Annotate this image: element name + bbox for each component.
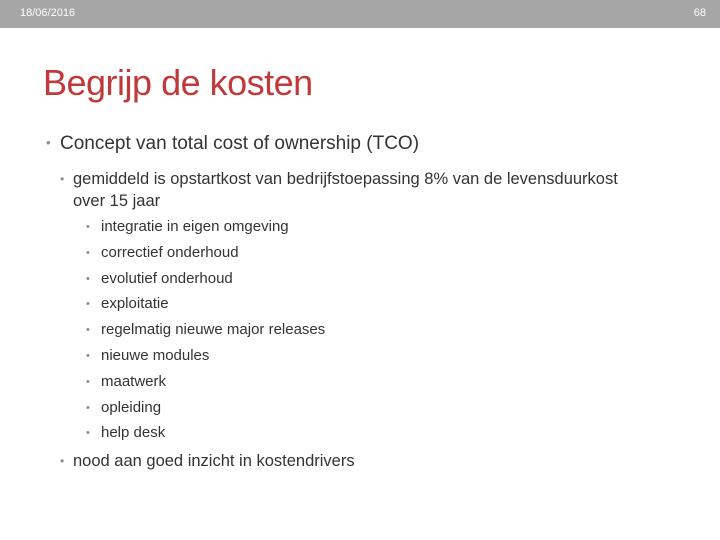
bullet-icon: • xyxy=(86,427,90,440)
list-item: • opleiding xyxy=(86,398,162,416)
bullet-icon: • xyxy=(86,324,90,337)
list-item: • nieuwe modules xyxy=(86,346,210,364)
slide-title: Begrijp de kosten xyxy=(43,62,313,103)
bullet-icon: • xyxy=(86,246,90,259)
list-item: • maatwerk xyxy=(86,372,167,390)
slide-page-number: 68 xyxy=(693,7,706,19)
bullet-icon: • xyxy=(86,221,90,233)
bullet-icon: • xyxy=(86,401,90,414)
bullet-level-1 xyxy=(46,133,686,155)
list-item: • evolutief onderhoud xyxy=(86,269,233,287)
bullet-icon: • xyxy=(86,375,90,388)
bullet-icon: • xyxy=(86,298,90,311)
list-item: • exploitatie xyxy=(86,295,169,313)
header-bar xyxy=(0,0,720,28)
list-item: • integratie in eigen omgeving xyxy=(86,218,289,235)
bullet-level-2 xyxy=(60,452,640,471)
bullet-text: gemiddeld is opstartkost van bedrijfstoepassing 8% van de levensduurkost over 15 jaar xyxy=(73,170,618,210)
bullet-list-level-3 xyxy=(86,218,325,450)
bullet-icon: • xyxy=(46,135,51,150)
bullet-level-2 xyxy=(60,168,640,212)
list-item: • help desk xyxy=(86,424,166,442)
slide-date: 18/06/2016 xyxy=(20,7,76,19)
list-item: • regelmatig nieuwe major releases xyxy=(86,321,326,339)
bullet-text: Concept van total cost of ownership (TCO) xyxy=(60,133,420,154)
bullet-icon: • xyxy=(86,349,90,362)
bullet-icon: • xyxy=(86,272,90,285)
bullet-icon: • xyxy=(60,172,65,186)
list-item: • correctief onderhoud xyxy=(86,243,239,261)
bullet-icon: • xyxy=(60,454,65,468)
bullet-text: nood aan goed inzicht in kostendrivers xyxy=(73,452,355,470)
